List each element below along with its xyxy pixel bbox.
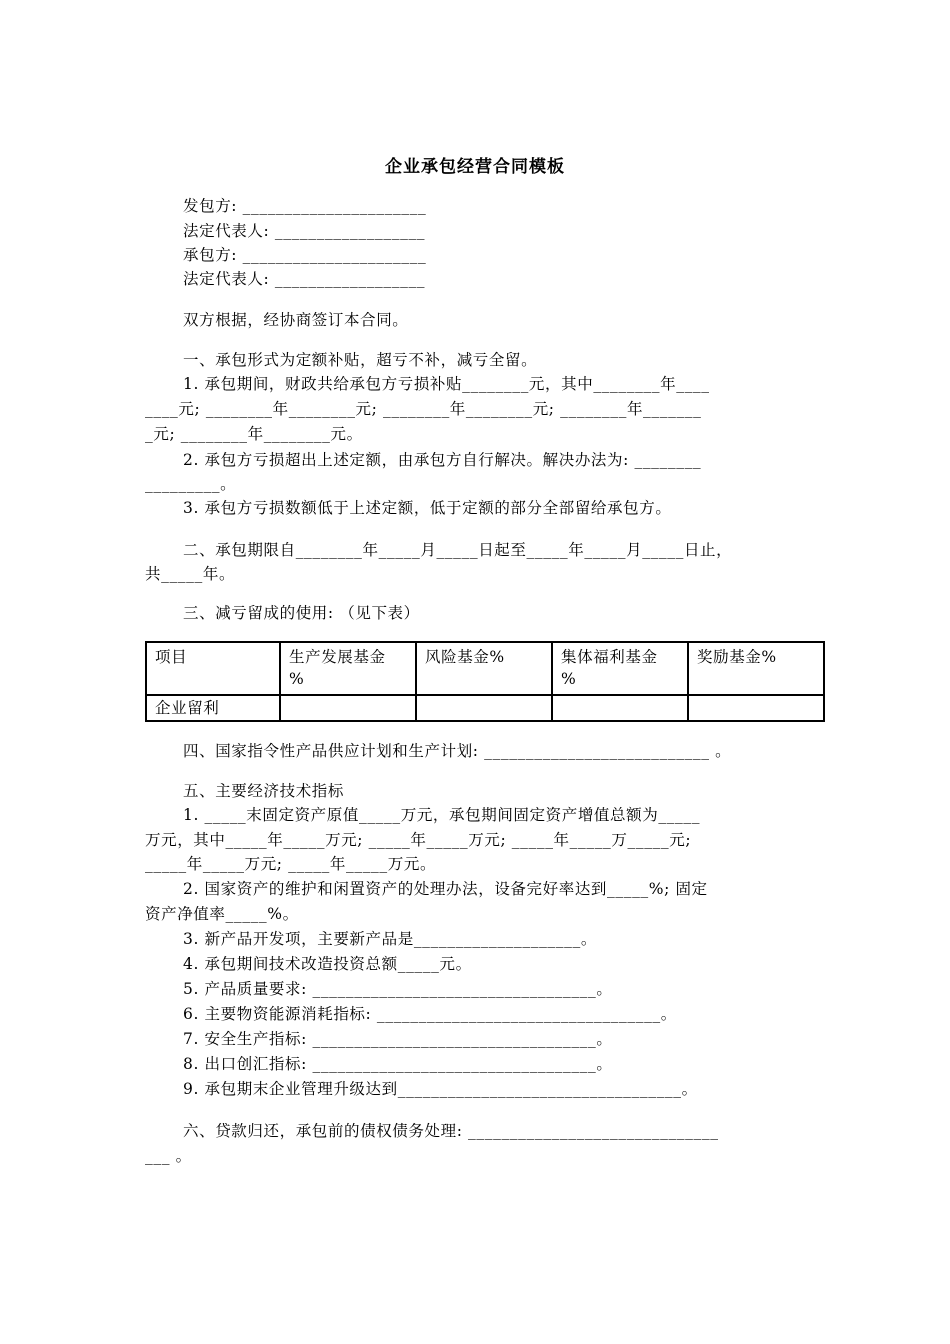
party-employer-line: 发包方: ______________________ bbox=[183, 197, 427, 215]
table-cell-empty bbox=[552, 695, 688, 721]
section-5-item-6: 6. 主要物资能源消耗指标: __________________________________。 bbox=[183, 1005, 677, 1023]
section-1-item-3: 3. 承包方亏损数额低于上述定额，低于定额的部分全部留给承包方。 bbox=[183, 499, 672, 517]
table-header-cell: 风险基金% bbox=[416, 642, 552, 695]
employer-legal-rep-line: 法定代表人: __________________ bbox=[183, 222, 426, 240]
table-header-cell: 奖励基金% bbox=[688, 642, 824, 695]
table-cell-empty bbox=[688, 695, 824, 721]
section-5-item-1-line-3: _____年_____万元; _____年_____万元。 bbox=[145, 855, 437, 873]
section-5-item-2-line-1: 2. 国家资产的维护和闲置资产的处理办法，设备完好率达到_____%; 固定 bbox=[183, 880, 708, 898]
table-row bbox=[146, 695, 824, 721]
section-5-item-1-line-2: 万元，其中_____年_____万元; _____年_____万元; _____年_____万_____元; bbox=[145, 831, 692, 849]
section-5-item-3: 3. 新产品开发项，主要新产品是____________________。 bbox=[183, 930, 597, 948]
section-2-line-2: 共_____年。 bbox=[145, 565, 236, 583]
document-title: 企业承包经营合同模板 bbox=[385, 157, 565, 177]
section-2-line-1: 二、承包期限自________年_____月_____日起至_____年_____月_____日止， bbox=[183, 541, 733, 559]
section-5-item-8: 8. 出口创汇指标: __________________________________。 bbox=[183, 1055, 613, 1073]
intro-paragraph: 双方根据，经协商签订本合同。 bbox=[183, 311, 409, 329]
party-contractor-line: 承包方: ______________________ bbox=[183, 246, 427, 264]
table-cell-empty bbox=[280, 695, 416, 721]
section-5-heading: 五、主要经济技术指标 bbox=[183, 782, 345, 800]
section-5-item-1-line-1: 1. _____末固定资产原值_____万元，承包期间固定资产增值总额为_____ bbox=[183, 806, 701, 824]
table-header-cell: 集体福利基金 % bbox=[552, 642, 688, 695]
section-1-item-2-line-1: 2. 承包方亏损超出上述定额，由承包方自行解决。解决办法为: ________ bbox=[183, 451, 702, 469]
table-header-cell: 项目 bbox=[146, 642, 280, 695]
section-4-line: 四、国家指令性产品供应计划和生产计划: ___________________________ 。 bbox=[183, 742, 732, 760]
table-header-cell: 生产发展基金 % bbox=[280, 642, 416, 695]
section-5-item-5: 5. 产品质量要求: __________________________________。 bbox=[183, 980, 613, 998]
contractor-legal-rep-line: 法定代表人: __________________ bbox=[183, 270, 426, 288]
section-1-item-1-line-1: 1. 承包期间，财政共给承包方亏损补贴________元，其中________年____ bbox=[183, 375, 710, 393]
section-5-item-2-line-2: 资产净值率_____%。 bbox=[145, 905, 299, 923]
section-5-item-7: 7. 安全生产指标: __________________________________。 bbox=[183, 1030, 613, 1048]
section-1-item-1-line-2: ____元; ________年________元; ________年________元; ________年_______ bbox=[145, 400, 702, 418]
section-1-item-1-line-3: _元; ________年________元。 bbox=[145, 425, 363, 443]
section-1-heading: 一、承包形式为定额补贴，超亏不补，减亏全留。 bbox=[183, 351, 538, 369]
section-5-item-9: 9. 承包期末企业管理升级达到__________________________________。 bbox=[183, 1080, 698, 1098]
table-row-label: 企业留利 bbox=[146, 695, 280, 721]
retention-usage-table bbox=[145, 641, 825, 722]
table-cell-empty bbox=[416, 695, 552, 721]
section-3-heading: 三、减亏留成的使用: （见下表） bbox=[183, 604, 420, 622]
section-1-item-2-line-2: _________。 bbox=[145, 475, 237, 493]
table-header-row bbox=[146, 642, 824, 695]
section-6-line-2: ___ 。 bbox=[145, 1147, 192, 1165]
section-6-line-1: 六、贷款归还，承包前的债权债务处理: ______________________________ bbox=[183, 1122, 719, 1140]
section-5-item-4: 4. 承包期间技术改造投资总额_____元。 bbox=[183, 955, 472, 973]
